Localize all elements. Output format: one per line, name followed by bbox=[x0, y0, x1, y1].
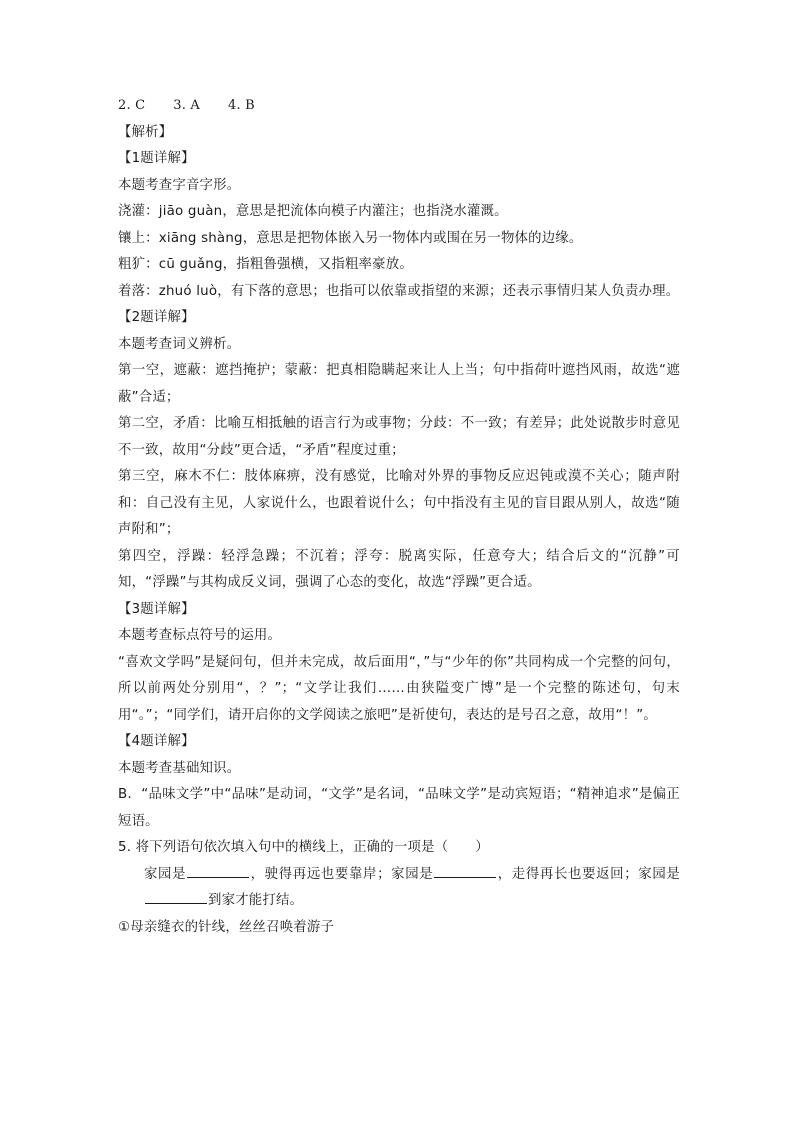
q1-item-3: 粗犷：cū guǎng，指粗鲁强横，又指粗率豪放。 bbox=[118, 257, 413, 272]
q5-option-1: ①母亲缝衣的针线，丝丝召唤着游子 bbox=[118, 919, 335, 935]
answer-key-line bbox=[118, 93, 680, 120]
q1-intro: 本题考查字音字形。 bbox=[118, 177, 241, 193]
q2-item-4: 第四空，浮躁：轻浮急躁；不沉着；浮夸：脱离实际，任意夸大；结合后文的“沉静”可知，“浮躁”与其构成反义词，强调了心态的变化，故选“浮躁”更合适。 bbox=[118, 548, 680, 590]
q4-item-1: B．“品味文学”中“品味”是动词，“文学”是名词，“品味文学”是动宾短语；“精神追求”是偏正短语。 bbox=[118, 787, 680, 829]
q2-header: 【2题详解】 bbox=[118, 310, 195, 325]
q2-intro: 本题考查词义辨析。 bbox=[118, 336, 241, 352]
analysis-header: 【解析】 bbox=[118, 124, 173, 140]
q5-passage-part-1: 家园是 bbox=[144, 866, 187, 882]
q3-item-1: “喜欢文学吗”是疑问句，但并未完成，故后面用“，”与“少年的你”共同构成一个完整的问句，所以前两处分别用“，？”；“文学让我们……由狭隘变广博”是一个完整的陈述句，句末用“。”；“同学们，请开启你的文学阅读之旅吧”是祈使句，表达的是号召之意，故用“！”。 bbox=[118, 654, 680, 723]
answer-3: 3. A bbox=[173, 98, 201, 113]
q1-item-1: 浇灌：jiāo guàn，意思是把流体向模子内灌注；也指浇水灌溉。 bbox=[118, 204, 508, 219]
document-body bbox=[118, 93, 680, 941]
q3-intro: 本题考查标点符号的运用。 bbox=[118, 628, 282, 643]
q5-passage-part-3: ，走得再长也要返回；家园是 bbox=[497, 866, 680, 882]
q5-passage-part-2: ，驶得再远也要靠岸；家园是 bbox=[250, 866, 434, 882]
q2-item-3: 第三空，麻木不仁：肢体麻痹，没有感觉，比喻对外界的事物反应迟钝或漠不关心；随声附和：自己没有主见，人家说什么，也跟着说什么；句中指没有主见的盲目跟从别人，故选“随声附和”； bbox=[118, 469, 680, 537]
q1-item-2: 镶上：xiāng shàng，意思是把物体嵌入另一物体内或围在另一物体的边缘。 bbox=[118, 230, 583, 246]
q5-passage-part-4: 到家才能打结。 bbox=[208, 893, 304, 908]
q4-header: 【4题详解】 bbox=[118, 734, 195, 749]
answer-blank-2 bbox=[434, 863, 496, 878]
q5-passage bbox=[118, 862, 680, 915]
q1-header: 【1题详解】 bbox=[118, 151, 195, 166]
q4-intro: 本题考查基础知识。 bbox=[118, 760, 241, 776]
q2-item-2: 第二空，矛盾：比喻互相抵触的语言行为或事物；分歧：不一致；有差异；此处说散步时意见不一致，故用“分歧”更合适，“矛盾”程度过重； bbox=[118, 416, 680, 458]
answer-2: 2. C bbox=[118, 98, 146, 113]
q5-stem: 5. 将下列语句依次填入句中的横线上，正确的一项是（ ） bbox=[118, 840, 489, 855]
answer-blank-3 bbox=[145, 889, 207, 904]
q2-item-1: 第一空，遮蔽：遮挡掩护；蒙蔽：把真相隐瞒起来让人上当；句中指荷叶遮挡风雨，故选“遮蔽”合适； bbox=[118, 363, 680, 405]
q1-item-4: 着落：zhuó luò，有下落的意思；也指可以依靠或指望的来源；还表示事情归某人负责办理。 bbox=[118, 283, 680, 299]
q3-header: 【3题详解】 bbox=[118, 601, 195, 617]
answer-blank-1 bbox=[187, 863, 249, 878]
answer-4: 4. B bbox=[228, 98, 255, 113]
